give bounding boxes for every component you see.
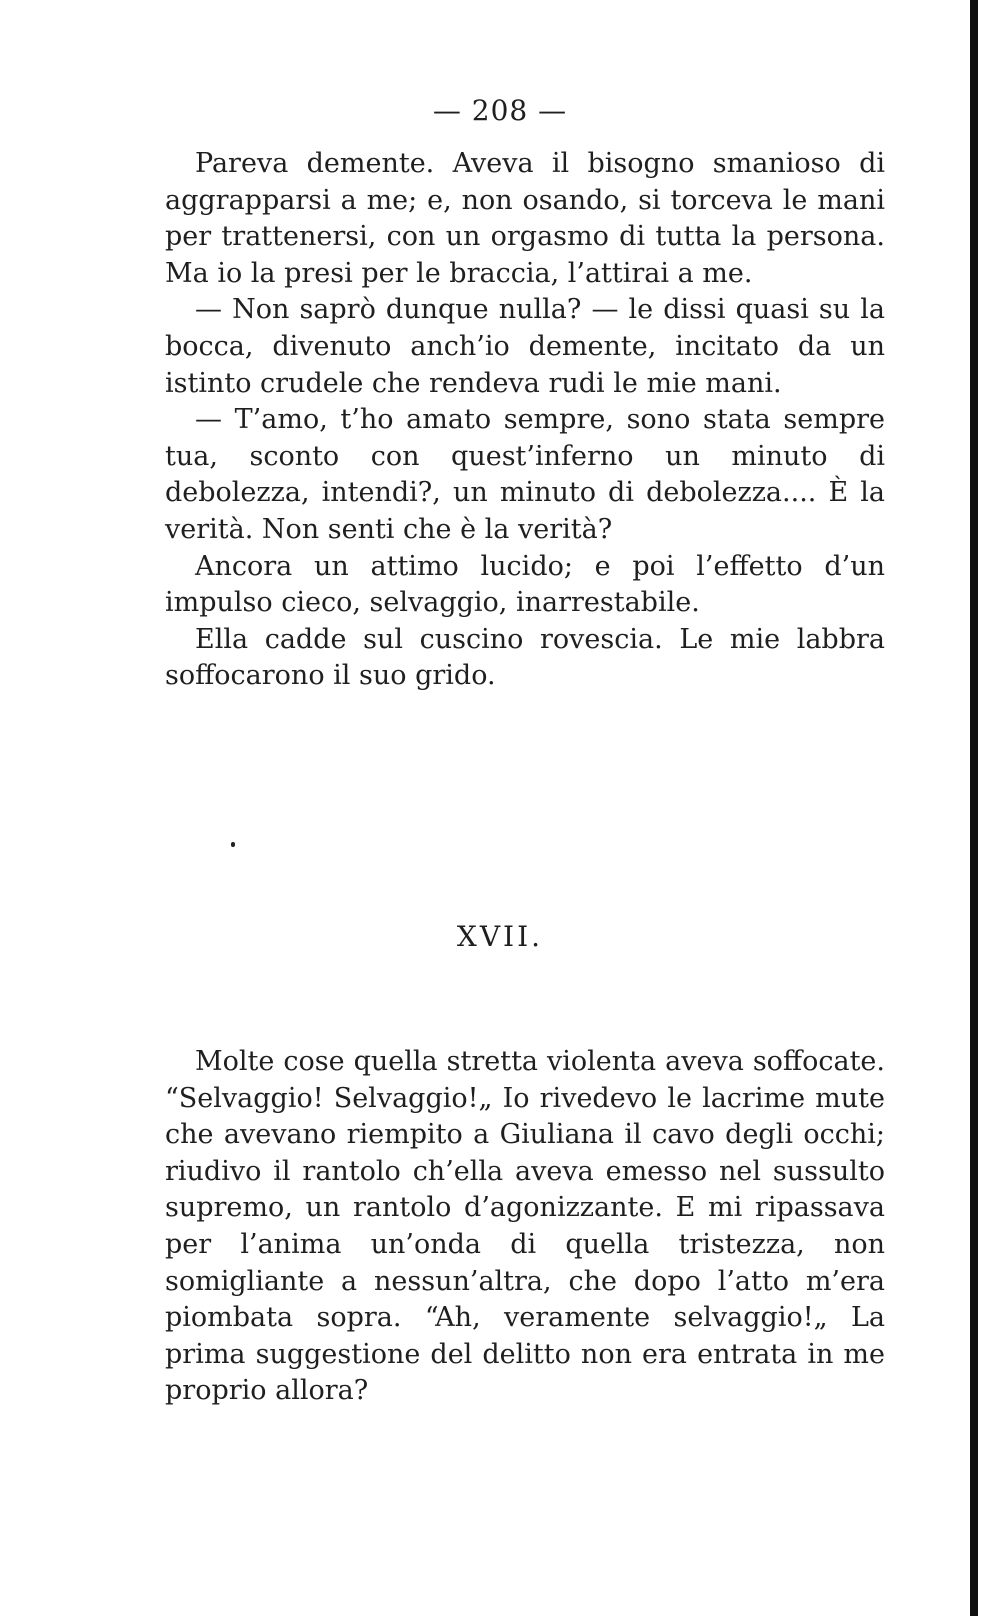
paragraph: Ella cadde sul cuscino rovescia. Le mie labbra soffocarono il suo grido. xyxy=(165,623,885,692)
text-block-top xyxy=(165,146,885,695)
chapter-heading: XVII. xyxy=(456,920,544,953)
paragraph: Ancora un attimo lucido; e poi l’effetto d’un impulso cieco, selvaggio, inarrestabile. xyxy=(165,550,885,619)
text-block-bottom xyxy=(165,1044,885,1410)
ink-speck xyxy=(231,842,235,847)
paragraph: Molte cose quella stretta violenta aveva soffocate. “Selvaggio! Selvaggio!„ Io rivedevo le lacrime mute che avevano riempito a Giuliana il cavo degli occhi; riudivo il rantolo ch’ella aveva emesso nel sussulto supremo, un rantolo d’agonizzante. E mi ripassava per l’anima un’onda di quella tristezza, non somigliante a nessun’altra, che dopo l’atto m’era piombata sopra. “Ah, veramente selvaggio!„ La prima suggestione del delitto non era entrata in me proprio allora? xyxy=(165,1046,885,1407)
paragraph: — T’amo, t’ho amato sempre, sono stata sempre tua, sconto con quest’inferno un minuto di debolezza, intendi?, un minuto di debolezza.... È la verità. Non senti che è la verità? xyxy=(165,404,885,545)
page-edge xyxy=(970,0,978,1616)
paragraph: — Non saprò dunque nulla? — le dissi quasi su la bocca, divenuto anch’io demente, incitato da un istinto crudele che rendeva rudi le mie mani. xyxy=(165,294,885,399)
page-number: — 208 — xyxy=(432,94,568,127)
paragraph: Pareva demente. Aveva il bisogno smanioso di aggrapparsi a me; e, non osando, si torceva le mani per trattenersi, con un orgasmo di tutta la persona. Ma io la presi per le braccia, l’attirai a me. xyxy=(165,148,885,289)
